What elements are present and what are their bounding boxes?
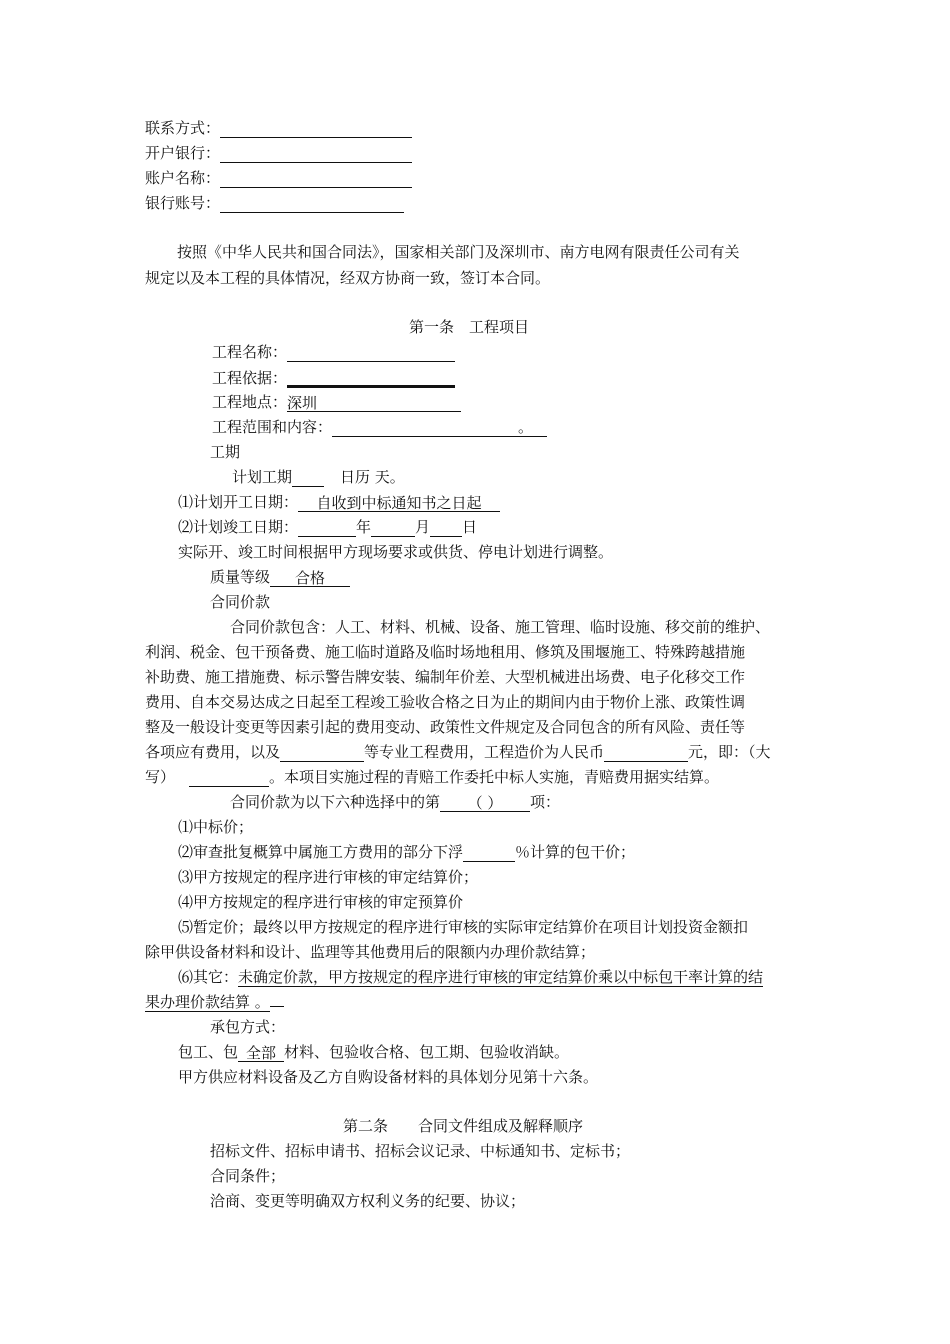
- project-scope-label: 工程范围和内容：: [212, 418, 333, 436]
- account-no-label: 银行账号：: [145, 194, 221, 212]
- price-l6-a: 各项应有费用，以及: [145, 743, 281, 761]
- price-para-line-5: 整及一般设计变更等因素引起的费用变动、政策性文件规定及合同包含的所有风险、责任等: [145, 718, 746, 736]
- option-2: [178, 842, 635, 862]
- contact-label: 联系方式：: [145, 119, 221, 137]
- account-no-line: [145, 193, 404, 213]
- option-1: ⑴中标价；: [178, 818, 254, 836]
- article-2-item-1: 招标文件、招标申请书、招标会议记录、中标通知书、定标书；: [210, 1142, 631, 1160]
- project-name-label: 工程名称：: [212, 343, 288, 361]
- project-scope-blank[interactable]: [332, 420, 518, 438]
- start-date-line: [178, 492, 500, 512]
- start-date-label: ⑴计划开工日期：: [178, 493, 299, 511]
- end-day-blank[interactable]: [430, 518, 462, 537]
- account-name-blank[interactable]: [220, 169, 412, 188]
- bank-line: [145, 143, 412, 163]
- price-choice-end: 项：: [530, 793, 561, 811]
- article-2-heading: 第二条 合同文件组成及解释顺序: [343, 1117, 584, 1135]
- year-label: 年: [356, 518, 372, 536]
- option-2-b: ％计算的包干价；: [515, 843, 636, 861]
- article-2-item-3: 洽商、变更等明确双方权利义务的纪要、协议；: [210, 1192, 526, 1210]
- price-l7-b: 。本项目实施过程的青赔工作委托中标人实施，青赔费用据实结算。: [269, 768, 720, 786]
- project-basis-label: 工程依据：: [212, 369, 288, 387]
- option-2-a: ⑵审查批复概算中属施工方费用的部分下浮: [178, 843, 464, 861]
- price-para-line-6: [145, 742, 771, 762]
- account-name-label: 账户名称：: [145, 169, 221, 187]
- period-heading: 工期: [210, 443, 241, 461]
- option-6-line-2: [145, 992, 284, 1012]
- option-4: ⑷甲方按规定的程序进行审核的审定预算价: [178, 893, 464, 911]
- project-scope-line: [212, 417, 547, 438]
- project-site-label: 工程地点：: [212, 393, 288, 411]
- project-basis-line: [212, 367, 455, 388]
- project-scope-underline: [332, 418, 547, 437]
- option-6-label: ⑹其它：: [178, 968, 239, 986]
- price-para-line-4: 费用、自本交易达成之日起至工程竣工验收合格之日为止的期间内由于物价上涨、政策性调: [145, 693, 746, 711]
- price-choice-line: [230, 792, 560, 812]
- adjust-note: 实际开、竣工时间根据甲方现场要求或供货、停电计划进行调整。: [178, 543, 614, 561]
- price-para-line-1: 合同价款包含：人工、材料、机械、设备、施工管理、临时设施、移交前的维护、: [230, 618, 771, 636]
- bank-blank[interactable]: [220, 144, 412, 163]
- account-no-blank[interactable]: [220, 194, 404, 213]
- end-year-blank[interactable]: [298, 518, 356, 537]
- contract-mode-line: [178, 1042, 569, 1062]
- month-label: 月: [415, 518, 431, 536]
- price-heading: 合同价款: [210, 593, 271, 611]
- day-label: 日: [462, 518, 478, 536]
- specialty-cost-blank[interactable]: [280, 743, 364, 762]
- price-para-line-7: [145, 767, 719, 787]
- price-para-line-3: 补助费、施工措施费、标示警告牌安装、编制年价差、大型机械进出场费、电子化移交工作: [145, 668, 746, 686]
- project-scope-end: 。: [518, 418, 534, 436]
- option-6-line-1: [178, 967, 763, 987]
- end-date-label: ⑵计划竣工日期：: [178, 518, 299, 536]
- start-date-value[interactable]: 自收到中标通知书之日起: [298, 493, 500, 512]
- option-6-text-2: 果办理价款结算 。: [145, 993, 270, 1011]
- project-name-blank[interactable]: [287, 343, 455, 362]
- bank-label: 开户银行：: [145, 144, 221, 162]
- project-name-line: [212, 342, 455, 362]
- quality-value[interactable]: 合格: [270, 568, 350, 587]
- intro-line-1: 按照《中华人民共和国合同法》，国家相关部门及深圳市、南方电网有限责任公司有关: [177, 243, 740, 261]
- price-para-line-2: 利润、税金、包干预备费、施工临时道路及临时场地租用、修筑及围堰施工、特殊跨越措施: [145, 643, 746, 661]
- mode-a: 包工、包: [178, 1043, 239, 1061]
- article-2-item-2: 合同条件；: [210, 1167, 286, 1185]
- quality-line: [210, 567, 350, 587]
- discount-rate-blank[interactable]: [463, 843, 515, 862]
- article-1-heading: 第一条 工程项目: [409, 318, 530, 336]
- total-price-blank[interactable]: [604, 743, 688, 762]
- price-choice-label: 合同价款为以下六种选择中的第: [230, 793, 441, 811]
- end-month-blank[interactable]: [371, 518, 415, 537]
- contact-line: [145, 118, 412, 138]
- account-name-line: [145, 168, 412, 188]
- plan-period-line: [232, 467, 405, 487]
- option-6-text: 未确定价款，甲方按规定的程序进行审核的审定结算价乘以中标包干率计算的结: [238, 968, 764, 986]
- end-date-line: [178, 517, 477, 537]
- price-l7-a: 写）: [145, 768, 176, 786]
- price-choice-value[interactable]: （ ）: [440, 793, 530, 812]
- mode-b: 材料、包验收合格、包工期、包验收消缺。: [284, 1043, 570, 1061]
- supply-note: 甲方供应材料设备及乙方自购设备材料的具体划分见第十六条。: [178, 1068, 599, 1086]
- project-site-line: [212, 392, 461, 412]
- price-words-blank[interactable]: [189, 768, 269, 787]
- plan-period-blank[interactable]: [292, 468, 324, 487]
- contract-mode-heading: 承包方式：: [210, 1018, 286, 1036]
- project-site-value[interactable]: 深圳: [287, 393, 461, 412]
- contact-blank[interactable]: [220, 119, 412, 138]
- option-3: ⑶甲方按规定的程序进行审核的审定结算价；: [178, 868, 479, 886]
- mode-value[interactable]: 全部: [238, 1043, 284, 1062]
- project-basis-blank[interactable]: [287, 367, 455, 388]
- price-l6-b: 等专业工程费用，工程造价为人民币: [364, 743, 605, 761]
- option-5-line-2: 除甲供设备材料和设计、监理等其他费用后的限额内办理价款结算；: [145, 943, 596, 961]
- plan-period-label: 计划工期: [232, 468, 293, 486]
- intro-line-2: 规定以及本工程的具体情况，经双方协商一致，签订本合同。: [145, 269, 551, 287]
- option-5-line-1: ⑸暂定价；最终以甲方按规定的程序进行审核的实际审定结算价在项目计划投资金额扣: [178, 918, 749, 936]
- quality-label: 质量等级: [210, 568, 271, 586]
- plan-period-unit: 日历 天。: [340, 468, 405, 486]
- price-l6-c: 元，即：（大: [688, 743, 771, 761]
